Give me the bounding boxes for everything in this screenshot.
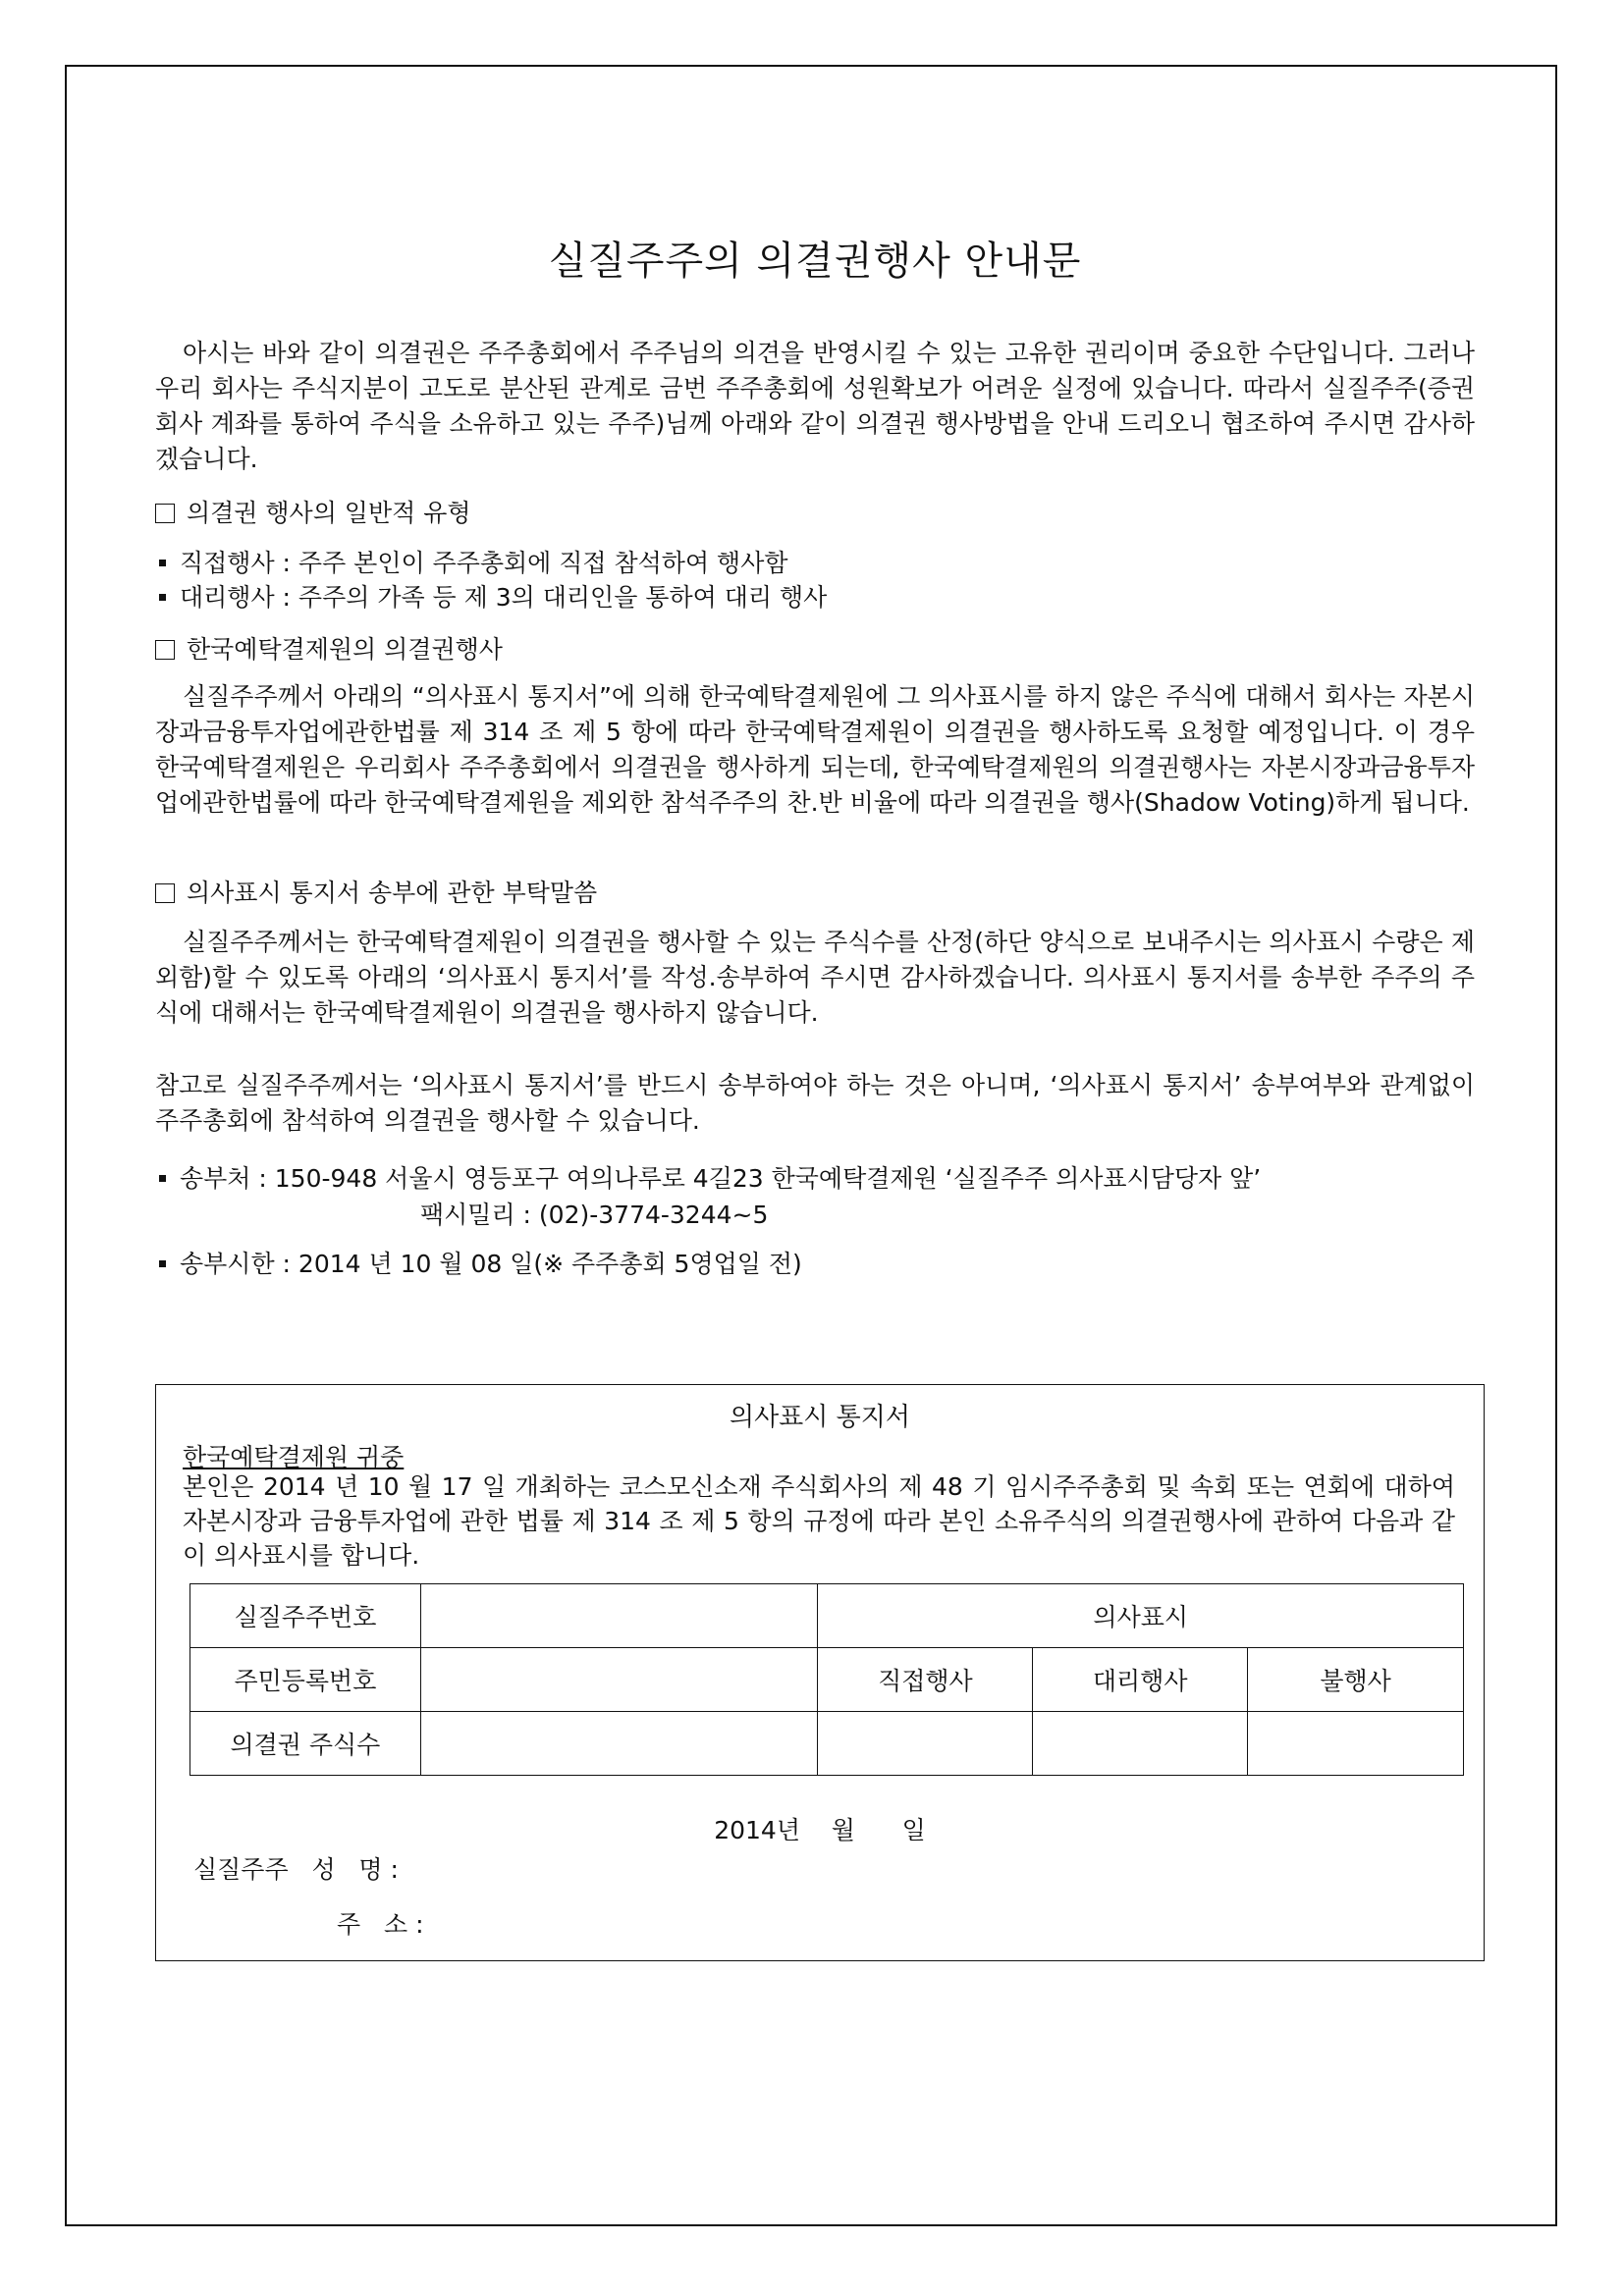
- fax-line: 팩시밀리 : (02)-3774-3244~5: [420, 1201, 769, 1229]
- sign-name: 실질주주 성 명 :: [193, 1855, 399, 1884]
- notice-form: [155, 1384, 1485, 1961]
- notice-statement: 본인은 2014 년 10 월 17 일 개최하는 코스모신소재 주식회사의 제 48 기 임시주주총회 및 속회 또는 연회에 대하여 자본시장과 금융투자업에 관한 법률 제 314 조 제 5 항의 규정에 따라 본인 소유주식의 의결권행사에 관하여 다음과 같이 의사표시를 합니다.: [183, 1472, 1455, 1570]
- section-heading-2: 한국예탁결제원의 의결권행사: [155, 632, 503, 667]
- bullet-icon: [159, 594, 166, 601]
- section-heading-1: 의결권 행사의 일반적 유형: [155, 496, 471, 531]
- page-title: 실질주주의 의결권행사 안내문: [548, 239, 1082, 284]
- note-paragraph: 참고로 실질주주께서는 ‘의사표시 통지서’를 반드시 송부하여야 하는 것은 아니며, ‘의사표시 통지서’ 송부여부와 관계없이 주주총회에 참석하여 의결권을 행사할 수 있습니다.: [155, 1071, 1475, 1135]
- proxy-shares-field[interactable]: [1033, 1712, 1248, 1776]
- sign-date: 2014년 월 일: [714, 1816, 926, 1844]
- checkbox-icon: [155, 883, 175, 903]
- intent-table: [189, 1583, 1464, 1776]
- sign-address: 주 소 :: [337, 1910, 424, 1939]
- direct-shares-field[interactable]: [818, 1712, 1033, 1776]
- shareholder-no-field[interactable]: [420, 1584, 818, 1648]
- abstain-shares-field[interactable]: [1248, 1712, 1464, 1776]
- option-direct: 직접행사: [818, 1648, 1033, 1712]
- table-row: [190, 1584, 1464, 1648]
- row-label-shareholder-no: 실질주주번호: [190, 1584, 421, 1648]
- resident-no-field[interactable]: [420, 1648, 818, 1712]
- option-abstain: 불행사: [1248, 1648, 1464, 1712]
- shares-field[interactable]: [420, 1712, 818, 1776]
- bullet-proxy: 대리행사 : 주주의 가족 등 제 3의 대리인을 통하여 대리 행사: [155, 580, 827, 615]
- bullet-deadline: 송부시한 : 2014 년 10 월 08 일(※ 주주총회 5영업일 전): [155, 1247, 802, 1282]
- notice-recipient: 한국예탁결제원 귀중: [183, 1443, 405, 1471]
- notice-title: 의사표시 통지서: [729, 1403, 911, 1432]
- section-heading-3: 의사표시 통지서 송부에 관한 부탁말씀: [155, 876, 597, 911]
- checkbox-icon: [155, 640, 175, 660]
- intro-paragraph: 아시는 바와 같이 의결권은 주주총회에서 주주님의 의견을 반영시킬 수 있는 고유한 권리이며 중요한 수단입니다. 그러나 우리 회사는 주식지분이 고도로 분산된 관계로 금번 주주총회에 성원확보가 어려운 실정에 있습니다. 따라서 실질주주(증권회사 계좌를 통하여 주식을 소유하고 있는 주주)님께 아래와 같이 의결권 행사방법을 안내 드리오니 협조하여 주시면 감사하겠습니다.: [155, 339, 1475, 473]
- row-label-shares: 의결권 주식수: [190, 1712, 421, 1776]
- bullet-icon: [159, 560, 166, 566]
- bullet-address: 송부처 : 150-948 서울시 영등포구 여의나루로 4길23 한국예탁결제원 ‘실질주주 의사표시담당자 앞’: [155, 1161, 1261, 1197]
- section3-paragraph: 실질주주께서는 한국예탁결제원이 의결권을 행사할 수 있는 주식수를 산정(하단 양식으로 보내주시는 의사표시 수량은 제외함)할 수 있도록 아래의 ‘의사표시 통지서’를 작성.송부하여 주시면 감사하겠습니다. 의사표시 통지서를 송부한 주주의 주식에 대해서는 한국예탁결제원이 의결권을 행사하지 않습니다.: [155, 928, 1475, 1027]
- option-proxy: 대리행사: [1033, 1648, 1248, 1712]
- table-row: [190, 1712, 1464, 1776]
- checkbox-icon: [155, 504, 175, 523]
- table-row: [190, 1648, 1464, 1712]
- row-label-resident-no: 주민등록번호: [190, 1648, 421, 1712]
- intent-header: 의사표시: [818, 1584, 1464, 1648]
- bullet-icon: [159, 1260, 166, 1267]
- bullet-direct: 직접행사 : 주주 본인이 주주총회에 직접 참석하여 행사함: [155, 546, 788, 581]
- section2-paragraph: 실질주주께서 아래의 “의사표시 통지서”에 의해 한국예탁결제원에 그 의사표시를 하지 않은 주식에 대해서 회사는 자본시장과금융투자업에관한법률 제 314 조 제 5 항에 따라 한국예탁결제원이 의결권을 행사하도록 요청할 예정입니다. 이 경우 한국예탁결제원은 우리회사 주주총회에서 의결권을 행사하게 되는데, 한국예탁결제원의 의결권행사는 자본시장과금융투자업에관한법률에 따라 한국예탁결제원을 제외한 참석주주의 찬.반 비율에 따라 의결권을 행사(Shadow Voting)하게 됩니다.: [155, 682, 1475, 817]
- bullet-icon: [159, 1175, 166, 1182]
